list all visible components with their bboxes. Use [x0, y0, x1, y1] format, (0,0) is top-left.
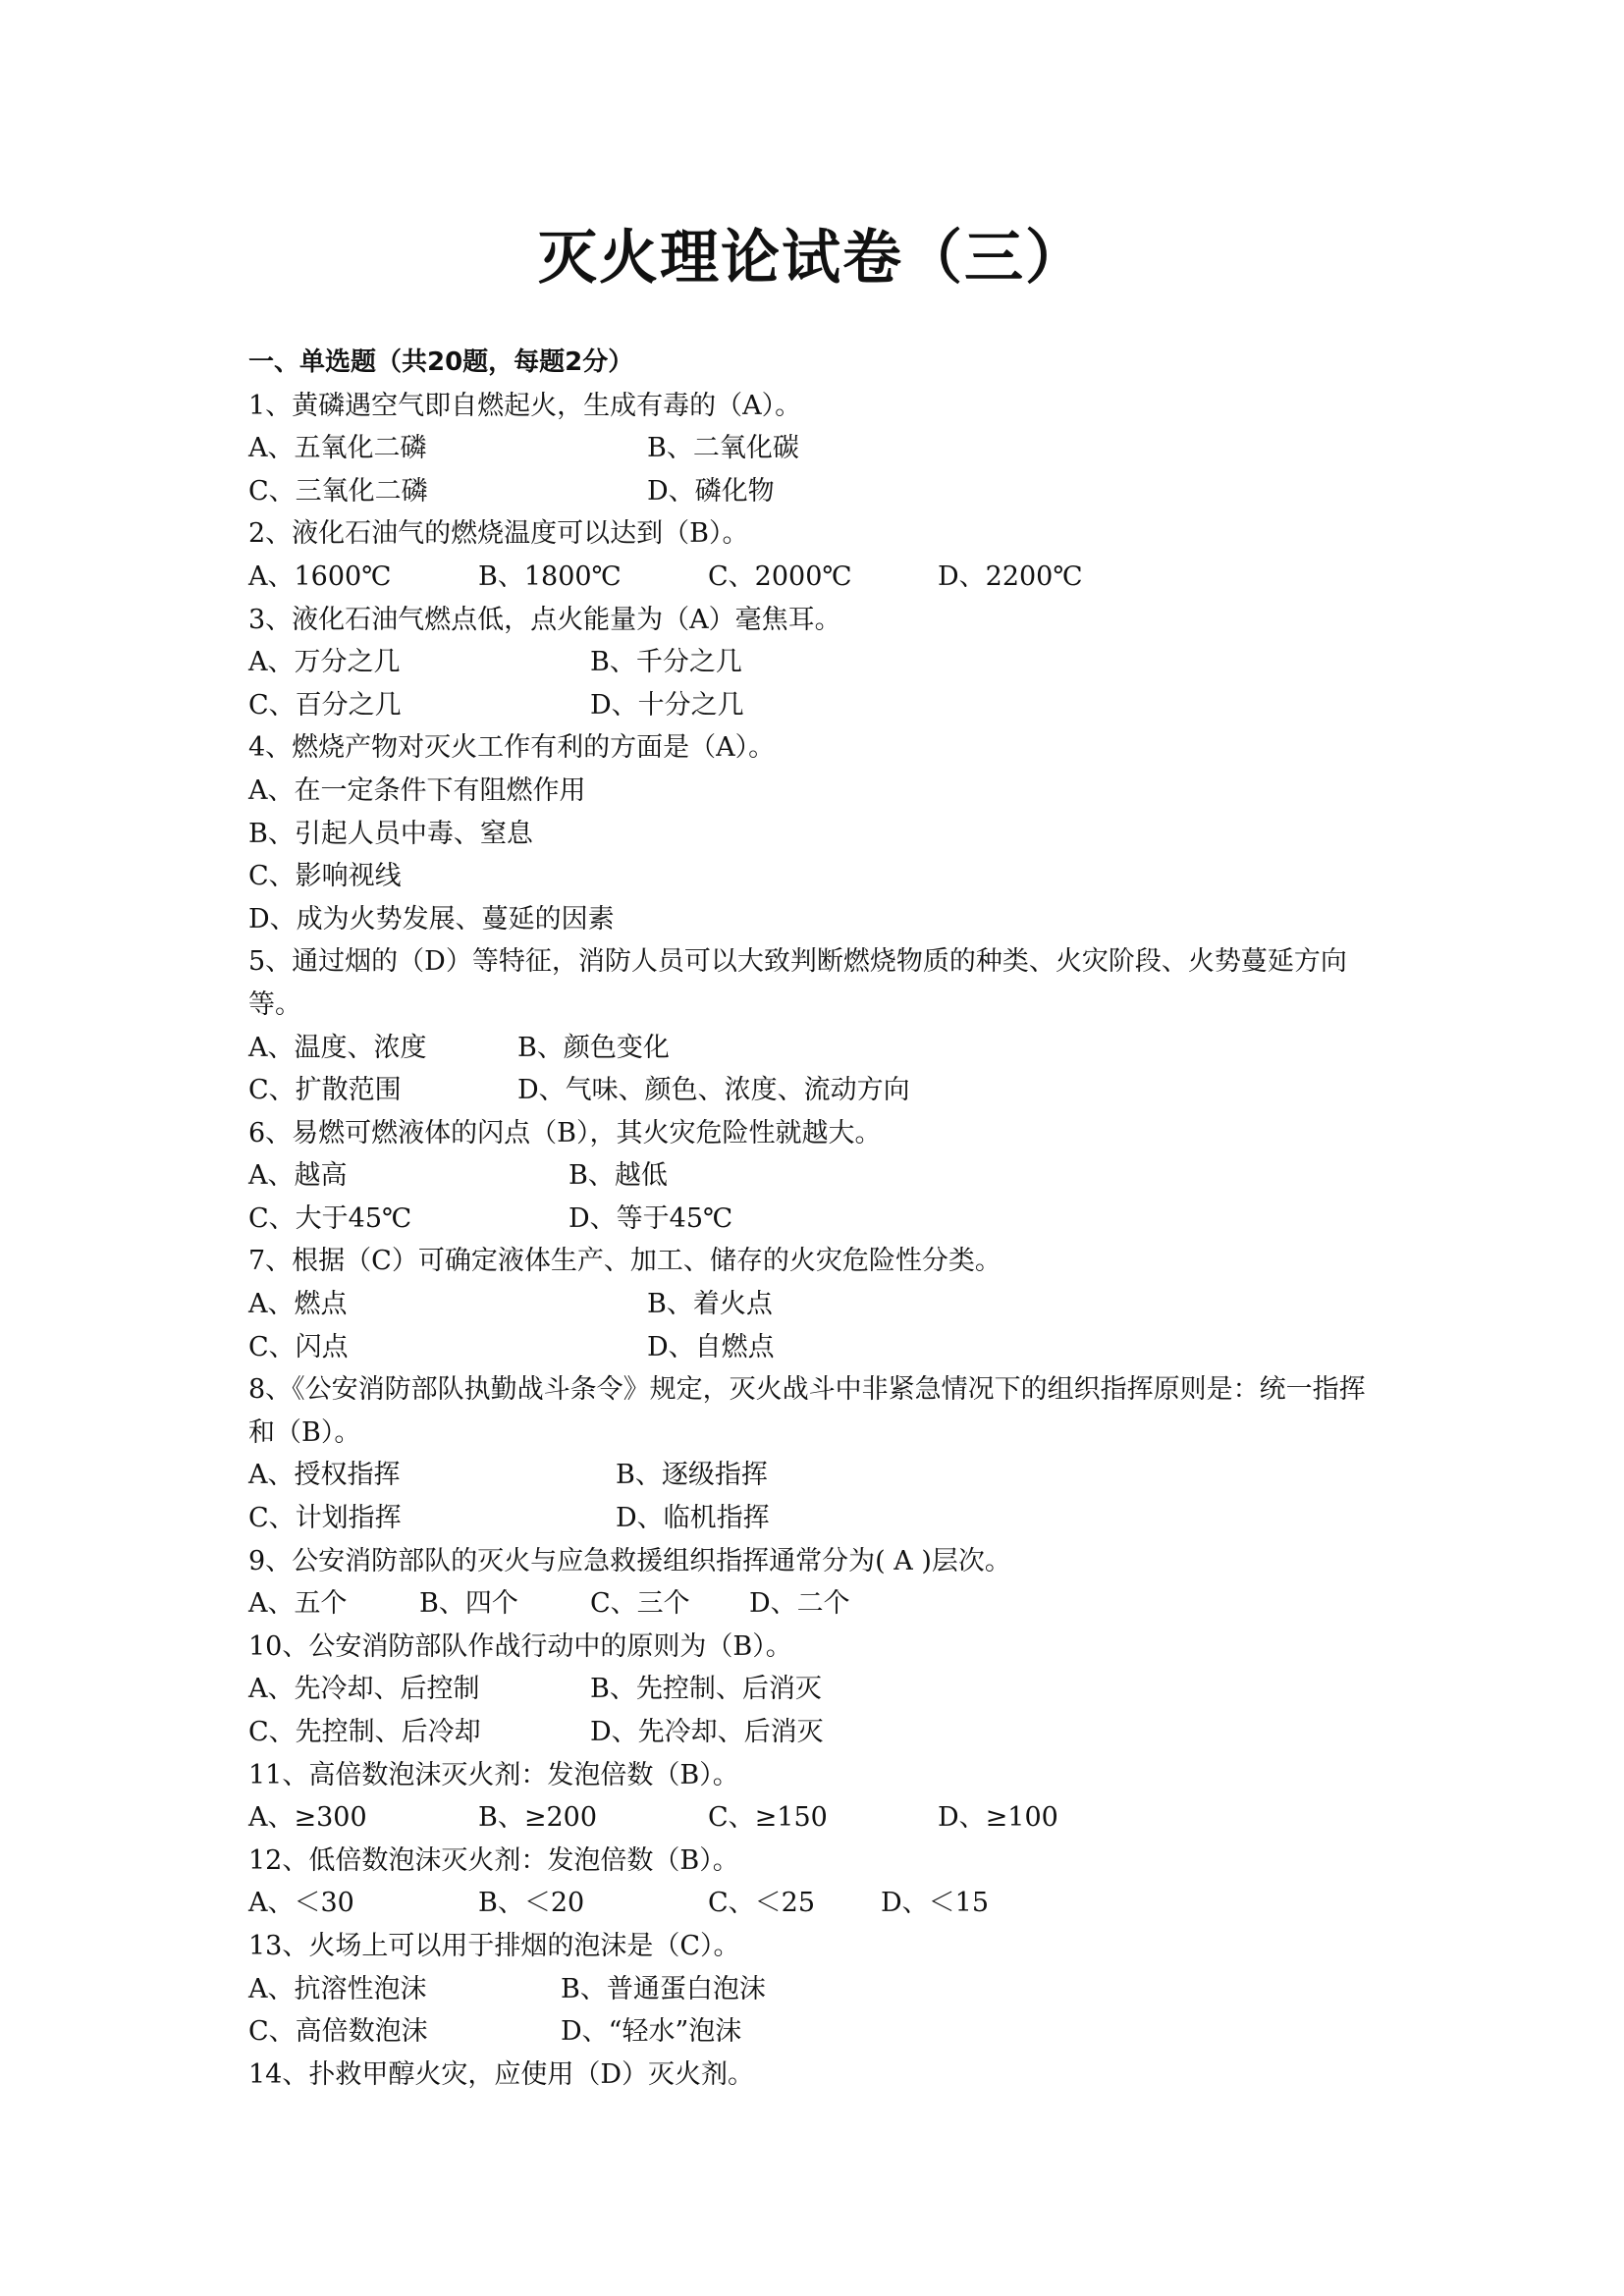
option: C、高倍数泡沫: [248, 2016, 428, 2048]
option: B、普通蛋白泡沫: [561, 1973, 766, 2004]
option-row: [248, 1154, 1387, 1198]
option: B、≥200: [478, 1802, 597, 1834]
option: A、抗溶性泡沫: [248, 1973, 427, 2004]
option: B、引起人员中毒、窒息: [248, 818, 533, 849]
option-row: [248, 1882, 1387, 1925]
option-row: [248, 684, 1387, 727]
option: C、≥150: [708, 1802, 828, 1834]
question-stem: 1、黄磷遇空气即自燃起火，生成有毒的（A）。: [248, 390, 802, 421]
option: A、温度、浓度: [248, 1032, 427, 1063]
option-row: [248, 813, 1387, 856]
option: A、五个: [248, 1588, 348, 1620]
question-list: [248, 385, 1387, 2097]
option: A、五氧化二磷: [248, 433, 427, 464]
page-title: 灭火理论试卷（三）: [538, 224, 1086, 293]
option: C、扩散范围: [248, 1075, 402, 1106]
option: A、燃点: [248, 1289, 348, 1320]
option: A、越高: [248, 1160, 348, 1192]
option: D、二个: [749, 1588, 850, 1620]
option-row: [248, 1711, 1387, 1754]
option: B、逐级指挥: [616, 1460, 768, 1491]
question-stem: 5、通过烟的（D）等特征，消防人员可以大致判断燃烧物质的种类、火灾阶段、火势蔓延方向等。: [248, 946, 1347, 1020]
option-row: [248, 1582, 1387, 1626]
option: A、1600℃: [248, 561, 392, 592]
question-stem: 8、《公安消防部队执勤战斗条令》规定，灭火战斗中非紧急情况下的组织指挥原则是：统一指挥和（B）。: [248, 1374, 1366, 1448]
question-stem: 4、燃烧产物对灭火工作有利的方面是（A）。: [248, 732, 776, 764]
question-stem: 10、公安消防部队作战行动中的原则为（B）。: [248, 1630, 792, 1662]
option: B、着火点: [647, 1289, 773, 1320]
option: C、先控制、后冷却: [248, 1717, 481, 1747]
option: B、千分之几: [590, 647, 742, 678]
option-row: [248, 641, 1387, 684]
option-row: [248, 1326, 1387, 1369]
option-row: [248, 1497, 1387, 1540]
option: B、二氧化碳: [647, 433, 799, 464]
option: A、授权指挥: [248, 1460, 401, 1491]
question-stem: 3、液化石油气燃点低，点火能量为（A）毫焦耳。: [248, 604, 841, 635]
option-row: [248, 1283, 1387, 1326]
option-row: [248, 855, 1387, 898]
exam-content: [248, 342, 1387, 2096]
option: C、三个: [590, 1588, 690, 1620]
option: A、＜30: [248, 1888, 354, 1919]
question-stem: 6、易燃可燃液体的闪点（B），其火灾危险性就越大。: [248, 1117, 882, 1148]
option: D、先冷却、后消灭: [590, 1717, 824, 1747]
question-stem: 9、公安消防部队的灭火与应急救援组织指挥通常分为( A )层次。: [248, 1545, 1011, 1576]
option-row: [248, 2010, 1387, 2054]
option-row: [248, 470, 1387, 513]
option: C、影响视线: [248, 861, 402, 892]
question-stem: 2、液化石油气的燃烧温度可以达到（B）。: [248, 518, 749, 550]
option: C、三氧化二磷: [248, 475, 428, 507]
option-row: [248, 770, 1387, 813]
option: D、自燃点: [647, 1331, 775, 1362]
option: C、＜25: [708, 1888, 816, 1919]
option-row: [248, 1454, 1387, 1497]
option: A、在一定条件下有阻燃作用: [248, 774, 586, 806]
option-row: [248, 1069, 1387, 1112]
option: D、气味、颜色、浓度、流动方向: [517, 1075, 910, 1106]
option: C、大于45℃: [248, 1202, 412, 1234]
option: D、“轻水”泡沫: [561, 2016, 742, 2048]
option-row: [248, 556, 1387, 599]
question-stem: 14、扑救甲醇火灾，应使用（D）灭火剂。: [248, 2058, 755, 2090]
option: D、2200℃: [938, 561, 1083, 592]
option: D、等于45℃: [568, 1202, 733, 1234]
option: D、＜15: [881, 1888, 990, 1919]
option: C、百分之几: [248, 689, 402, 721]
option: D、磷化物: [647, 475, 775, 507]
option: B、＜20: [478, 1888, 585, 1919]
option: B、越低: [568, 1160, 668, 1192]
option: D、十分之几: [590, 689, 744, 721]
question-stem: 7、根据（C）可确定液体生产、加工、储存的火灾危险性分类。: [248, 1246, 1001, 1277]
option-row: [248, 898, 1387, 941]
option: A、≥300: [248, 1802, 367, 1834]
option: B、1800℃: [478, 561, 622, 592]
option-row: [248, 1198, 1387, 1241]
option: A、万分之几: [248, 647, 401, 678]
question-stem: 11、高倍数泡沫灭火剂：发泡倍数（B）。: [248, 1759, 739, 1790]
option: B、颜色变化: [517, 1032, 670, 1063]
option: D、成为火势发展、蔓延的因素: [248, 903, 615, 934]
section-heading: 一、单选题（共20题，每题2分）: [248, 347, 634, 377]
option: D、临机指挥: [616, 1503, 770, 1534]
option-row: [248, 1668, 1387, 1711]
question-stem: 13、火场上可以用于排烟的泡沫是（C）。: [248, 1930, 740, 1961]
option-row: [248, 1027, 1387, 1070]
option: C、2000℃: [708, 561, 852, 592]
option-row: [248, 427, 1387, 470]
option: B、四个: [419, 1588, 518, 1620]
option: D、≥100: [938, 1802, 1058, 1834]
question-stem: 12、低倍数泡沫灭火剂：发泡倍数（B）。: [248, 1844, 739, 1876]
option: B、先控制、后消灭: [590, 1674, 822, 1705]
option: C、计划指挥: [248, 1503, 402, 1534]
option: A、先冷却、后控制: [248, 1674, 480, 1705]
option-row: [248, 1796, 1387, 1840]
option: C、闪点: [248, 1331, 349, 1362]
option-row: [248, 1968, 1387, 2011]
